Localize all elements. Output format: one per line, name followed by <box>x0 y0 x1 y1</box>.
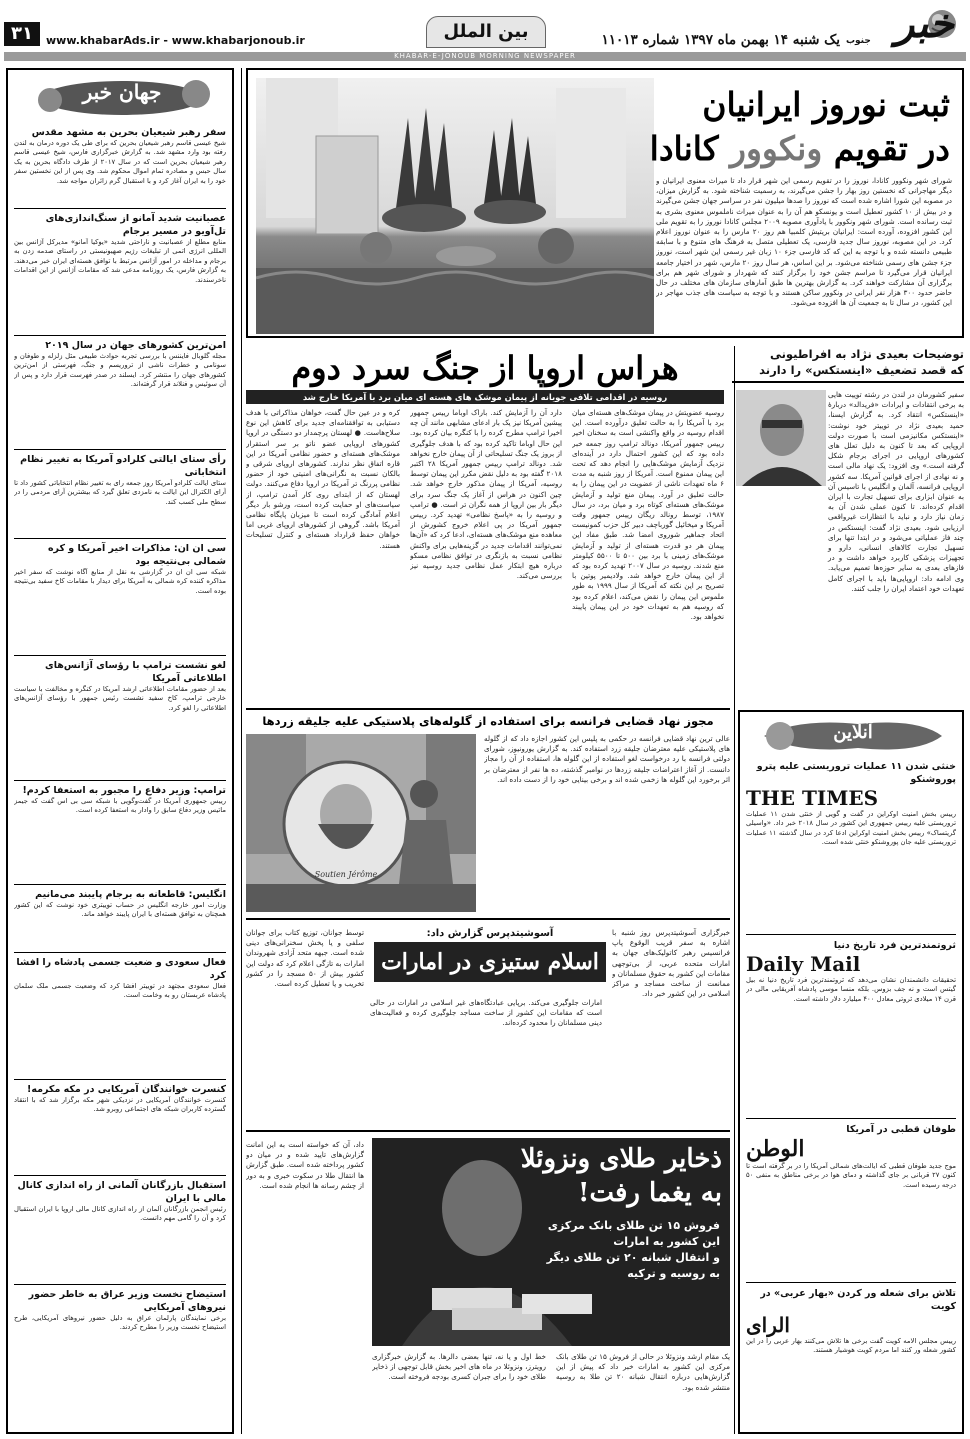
news-title[interactable]: فعال سعودی و ضعیت جسمی پادشاه را افشا کرد <box>16 957 226 981</box>
venezuela-title-1[interactable]: ذخایر طلای ونزوئلا <box>520 1144 722 1174</box>
islam-body-2: امارات جلوگیری می‌کند. برپایی عبادتگاه‌های غیر اسلامی در امارات در حالی است که مقامات این کشور از ساخت مساجد جلوگیری کرده و فعالیت‌های دینی مسلمانان را محدود کرده‌اند. <box>370 998 602 1028</box>
page-number <box>4 22 40 46</box>
masthead-banner <box>4 52 966 61</box>
venezuela-subs <box>547 1218 720 1282</box>
news-title[interactable]: ترامپ: وزیر دفاع را مجبور به استعفا کردم! <box>22 785 226 796</box>
list-item <box>14 453 226 535</box>
list-item <box>746 939 956 1114</box>
yv-body: عالی ترین نهاد قضایی فرانسه در حکمی به پلیس این کشور اجازه داد که از گلوله های پلاستیکی علیه معترضان جلیقه زرد استفاده کند. به گزارش یورونیوز، شورای دولتی فرانسه با رد درخواست لغو استفاده از این گلوله ها، استفاده از آن را مجاز دانست. از آغاز اعتراضات جلیقه زردها در نوامبر گذشته، ده ها نفر از معترضان بر اثر برخورد این گلوله ها زخمی شده اند و برخی بینایی خود را از دست داده اند. <box>484 734 730 784</box>
lead-title-line1[interactable]: ثبت نوروز ایرانیان <box>702 85 950 124</box>
page-number-text: ۳۱ <box>11 23 33 44</box>
news-title[interactable]: عصبانیت شدید آمانو از سنگ‌اندازی‌های تل‌آویو در مسیر برجام <box>45 213 226 237</box>
yv-badge-text: Soutien Jérôme <box>314 870 378 879</box>
online-column <box>738 710 964 1434</box>
venezuela-sub: به روسیه و ترکیه <box>627 1267 720 1280</box>
online-item-text: موج جدید طوفان قطبی که ایالت‌های شمالی آمریکا را در بر گرفته است تا کنون ۲۷ قربانی بر جای گذاشته و دمای هوا در برخی مناطق به منفی ۵۰ درجه رسیده است. <box>746 1162 956 1189</box>
section-tab <box>426 16 546 48</box>
yv-title[interactable]: مجوز نهاد قضایی فرانسه برای استفاده از گلوله‌های پلاستیکی علیه جلیقه زردها <box>262 714 714 728</box>
news-title[interactable]: سی ان ان: مذاکرات اخیر آمریکا و کره شمالی بی‌نتیجه بود <box>47 543 226 567</box>
issue-date: یک شنبه ۱۴ بهمن ماه ۱۳۹۷ شماره ۱۱۰۱۳ <box>601 32 840 48</box>
islam-body-1: خبرگزاری آسوشیتدپرس روز شنبه با اشاره به سفر قریب الوقوع پاپ فرانسیس رهبر کاتولیک‌های جهان به امارات متحده عربی، از بی‌توجهی مقامات این کشور به حقوق مسلمانان و ممانعت از ساخت مساجد و مراکز اسلامی در این کشور خبر داد. <box>612 928 730 999</box>
sidecol-title-2[interactable]: که قصد تضعیف «اینستکس» را دارند <box>759 363 964 377</box>
venezuela-title-2[interactable]: به یغما رفت! <box>578 1178 722 1208</box>
list-item <box>14 659 226 777</box>
islam-kicker: آسوشیتدپرس گزارش داد: <box>426 928 554 939</box>
news-text: کنسرت خوانندگان آمریکایی در نزدیکی شهر مکه برگزار شد که با انتقاد گسترده کاربران شبکه های اجتماعی روبرو شد. <box>14 1096 226 1114</box>
islam-headline-box <box>374 926 606 992</box>
news-title[interactable]: امن‌ترین کشورهای جهان در سال ۲۰۱۹ <box>45 340 226 351</box>
news-text: برخی نمایندگان پارلمان عراق به دلیل حضور نیروهای آمریکایی، طرح استیضاح نخست وزیر را مطرح کردند. <box>14 1314 226 1332</box>
lead-story <box>246 68 964 338</box>
main-col-1: روسیه عضویتش در پیمان موشک‌های هسته‌ای میان برد با آمریکا را به حالت تعلیق درآورده است. این اقدام روسیه در واقع واکنشی است به سخنان اخیر رییس جمهور آمریکا، دونالد ترامپ روز جمعه خبر داده بود که این کشور احتمال دارد در آینده‌ای نزدیک آزمایش موشک‌هایی را انجام دهد که تحت این پیمان ممنوع است. آمریکا از روز شنبه به مدت ۶ ماه تعهدات ناشی از عضویت در این پیمان را به حالت تعلیق در آورد. پیمان منع تولید و آزمایش موشک‌های هسته‌ای کوتاه برد و میان برد، در سال ۱۹۸۷، توسط رونالد ریگان رییس جمهور وقت آمریکا و میخائیل گورباچف دبیر کل حزب کمونیست اتحاد جماهیر شوروی امضا شد. طبق مفاد این پیمان هر دو قدرت هسته‌ای از تولید و آزمایش موشک‌های زمینی با برد بین ۵۰۰ تا ۵۵۰۰ کیلومتر منع شدند. روسیه در سال ۲۰۰۷ تهدید کرده بود که از این پیمان خارج خواهد شد. ولادیمیر پوتین با تصریح بر این نکته که آمریکا از سال ۱۹۹۹ به طور ملموس این پیمان را نقض می‌کند، اعلام کرده بود که روسیه هم به تعهدات خود در این پیمان پایبند نخواهد بود. <box>572 408 724 622</box>
news-text: فعال سعودی مجتهد در توییتر افشا کرد که وضعیت جسمی ملک سلمان پادشاه عربستان رو به وخامت است. <box>14 982 226 1000</box>
online-item-text: تحقیقات دانشمندان نشان می‌دهد که ثروتمندترین فرد تاریخ دنیا نه بیل گیتس است و نه جف بزوس. بلکه منسا موسی پادشاه آفریقایی مالی در قرن ۱۴ میلادی ثروتی معادل ۴۰۰ میلیارد دلار داشته است. <box>746 976 956 1003</box>
news-text: رییس جمهوری آمریکا در گفت‌وگویی با شبکه سی بی اس گفت که جیمز ماتیس وزیر دفاع سابق را وادار به استعفا کرده است. <box>14 797 226 815</box>
main-subtitle-bar <box>246 390 724 404</box>
column-divider <box>734 346 735 1434</box>
masthead <box>0 0 970 62</box>
list-item <box>14 888 226 949</box>
lead-title-line2[interactable] <box>650 128 950 170</box>
sidecol-body: سفیر کشورمان در لندن در رشته توییت هایی به برخی انتقادات و ایرادات «فریدالد» دربارهٔ «اینستکس» انتقاد کرد. به گزارش ایسنا، حمید بعیدی نژاد در توییتر خود نوشت: «اینستکس مکانیزمی است با صورت دولت اروپایی که بعد تا کنون به دلیل تعلل های کشورهای اروپایی در اجرای برجام شکل گرفته است.» وی افزود: یک نهاد مالی است و نه نهادی از اجرای قوانین آمریکا. سه کشور اروپایی فرانسه، آلمان و انگلیس با تاسیس آن به عنوان ابزاری برای تسهیل تجارت با ایران اقدام کرده‌اند. تا کنون عملی شدن آن به زمان نیاز دارد و نباید با انتظارات غیرواقعی ارزیابی شود. بعیدی نژاد گفت: اینستکس در چند فاز عملیاتی می‌شود و در ابتدا تنها برای تسهیل تجارت کالاهای انسانی، دارو و تجهیزات پزشکی کاربرد خواهد داشت و در فازهای بعدی به سایر حوزه‌ها تعمیم می‌یابد. وی ادامه داد: اروپایی‌ها باید با اجرای کامل تعهدات خود اعتماد ایران را جلب کنند. <box>828 390 964 593</box>
islam-story <box>246 918 730 1126</box>
source-logo: الرای <box>746 1313 790 1337</box>
source-logo: Daily Mail <box>746 952 861 976</box>
online-item-title[interactable]: طوفان قطبی در آمریکا <box>846 1124 956 1135</box>
news-text: بعد از حضور مقامات اطلاعاتی ارشد آمریکا در کنگره و مخالفت با سیاست خارجی ترامپ، کاخ سفید نشست رئیس جمهور با رؤسای آژانس‌های اطلاعاتی را لغو کرد. <box>14 685 226 712</box>
yv-photo <box>246 734 476 912</box>
section-title: بین الملل <box>443 21 529 42</box>
sidecol-story <box>732 346 964 692</box>
list-item <box>746 760 956 930</box>
list-item <box>14 212 226 332</box>
source-logo: الوطن <box>746 1136 805 1162</box>
world-news-list <box>14 126 226 1428</box>
list-item <box>14 956 226 1076</box>
venezuela-story <box>246 1130 730 1434</box>
news-title[interactable]: کنسرت خوانندگان آمریکایی در مکه مکرمه! <box>27 1084 226 1095</box>
main-col-2: دارد آن را آزمایش کند. باراک اوباما رییس جمهور پیشین آمریکا نیز یک بار ادعای مشابهی مانند آن چه اخیرا ترامپ مطرح کرده را با کنگره بیان کرده بود. این حال اوباما تاکید کرده بود که با هدف جلوگیری از بروز یک جنگ تسلیحاتی از آن پیمان خارج نخواهد شد. دونالد ترامپ رییس جمهور آمریکا ۲۸ اکتبر ۲۰۱۸ گفته بود به دلیل نقض مکرر این پیمان توسط روسیه، آمریکا از پیمان مذکور خارج خواهد شد. چین اکنون در هراس از آغاز یک جنگ سرد برای دیگر بار بین اروپا از همه نگران تر است. ● ترامپ و روسیه را به «پاسخ نظامی» تهدید کرد. رییس جمهور آمریکا در پی اعلام خروج کشورش از معاهده منع موشک‌های هسته‌ای، ادعا کرد که «آن‌ها نمی‌توانند اقدامات جدید در گزینه‌هایی برای واکنش نظامی نسبت به بازنگری در توافق نظامی مسکو درباره هیچ ابتکار عمل نظامی جدید روسیه نیز بررسی می‌کند. <box>410 408 562 581</box>
islam-title-bar[interactable] <box>374 942 606 982</box>
logo-text: خبر <box>895 0 954 47</box>
list-item <box>14 126 226 205</box>
main-story <box>246 346 724 692</box>
online-item-title[interactable]: تلاش برای شعله ور کردن «بهار عربی» در کویت <box>760 1288 956 1312</box>
title-part-highlight: ونکوور <box>730 129 823 168</box>
title-part: در تقویم <box>833 129 950 168</box>
news-title[interactable]: رأی ستای ایالتی کلرادو آمریکا به تغییر نظام انتخاباتی <box>20 454 226 478</box>
main-title[interactable]: هراس اروپا از جنگ سرد دوم <box>291 349 679 387</box>
world-news-sidebar <box>6 68 234 1434</box>
online-title: آنلاین <box>833 722 873 743</box>
news-text: مجله گلوبال فایننس با بررسی تجربه حوادث طبیعی مثل زلزله و طوفان و سونامی و خطرات ناشی از تروریسم و جنگ، فهرستی از امن‌ترین کشورهای جهان را منتشر کرد. ایسلند در صدر فهرست قرار دارد و پس از آن سوئیس و فنلاند قرار گرفته‌اند. <box>14 352 226 389</box>
islam-body-3: توسط جوانان، توزیع کتاب برای جوانان سلفی و یا پخش سخنرانی‌های دینی شده است. جبهه متحد آزادی شهروندان امارات به تازگی اعلام کرد که دولت این کشور بیش از ۵۰ مسجد را در کشور تخریب و یا تعطیل کرده است. <box>246 928 364 989</box>
main-col-3: کره و در عین حال گفت، خواهان مذاکراتی با هدف دستیابی به توافقنامه‌ای جدید برای کاهش این نوع سلاح‌هاست. ● لهستان پرچمدار دو دستگی در اروپا کشورهای اروپایی عضو ناتو بر سر استقرار موشک‌های هسته‌ای و حضور نظامی آمریکا در این قاره اتفاق نظر ندارند. کشورهای اروپای شرقی و بالکان نسبت به نگرانی‌های امنیتی خود از حضور نظامی پررنگ تر آمریکا در اروپا دفاع می‌کنند. دولت لهستان که از ابتدای روی کار آمدن ترامپ، از سیاست‌های او حمایت کرده است، ورشو بار دیگر اعلام آمادگی کرده است تا میزبان پایگاه نظامی آمریکا باشد. گروهی از کشورهای اروپای غربی اما خواهان حفظ قرارداد هسته‌ای و کنترل تسلیحات هستند. <box>246 408 400 550</box>
sidecol-title-1[interactable]: توضیحات بعیدی نژاد به افراطیونی <box>769 347 964 361</box>
list-item <box>14 1179 226 1281</box>
news-text: ستای ایالت کلرادو آمریکا روز جمعه رای به تغییر نظام انتخاباتی کشور داد تا آرای الکترال این ایالت به نامزدی تعلق گیرد که بیشترین آرای مردمی را در سطح ملی کسب کند. <box>14 479 226 506</box>
column-divider <box>241 68 242 1434</box>
islam-title: اسلام ستیزی در امارات <box>381 949 599 975</box>
online-item-title[interactable]: ثروتمندترین فرد تاریخ دنیا <box>833 940 956 951</box>
news-text: وزارت امور خارجه انگلیس در حساب توییتری خود نوشت که این کشور همچنان به توافق هسته‌ای با ایران پایبند خواهد ماند. <box>14 901 226 919</box>
news-title[interactable]: سفر رهبر شیعیان بحرین به مشهد مقدس <box>31 127 226 138</box>
main-subtitle: روسیه در اقدامی تلافی جویانه از پیمان موشک های هسته ای میان برد با آمریکا خارج شد <box>302 392 668 402</box>
logo-subtext: جنوب <box>846 36 871 46</box>
list-item <box>746 1123 956 1278</box>
online-item-text: رییس بخش امنیت اوکراین در گفت و گویی از خنثی شدن ۱۱ عملیات تروریستی علیه رییس جمهوری این کشور در سال ۲۰۱۸ خبر داد. «واسیلی گریتساک» رییس بخش امنیت اوکراین ادعا کرد در سال گذشته ۱۱ عملیات تروریستی علیه جان پوروشنکو خنثی شده است. <box>746 810 956 847</box>
list-item <box>14 784 226 881</box>
news-text: شیخ عیسی قاسم رهبر شیعیان بحرین که برای طی یک دوره درمان به لندن رفته بود وارد مشهد شد. به گزارش خبرگزاری فارس، شیخ عیسی قاسم رهبر شیعیان بحرین است که در سال ۲۰۱۷ از طرف دادگاه بحرین به یک سال حبس و مصادره تمام اموال محکوم شد. وی پس از این نخستین سفر خود را به ایران آغاز کرد و با استقبال گرم زائران مواجه شد. <box>14 139 226 185</box>
list-item <box>14 339 226 446</box>
news-title[interactable]: لغو نشست ترامپ با رؤسای آژانس‌های اطلاعاتی آمریکا <box>44 660 226 684</box>
list-item <box>14 1083 226 1172</box>
online-list <box>746 760 956 1428</box>
title-part: کانادا <box>649 129 719 168</box>
venezuela-sub: این کشور به امارات <box>613 1235 720 1248</box>
world-news-logo <box>28 76 216 120</box>
news-text: رئیس انجمن بازرگانان آلمان از راه اندازی کانال مالی اروپا با ایران استقبال کرد و آن را گامی مهم دانست. <box>14 1205 226 1223</box>
news-title[interactable]: استیضاح نخست وزیر عراق به خاطر حضور نیروهای آمریکایی <box>28 1289 226 1313</box>
banner-text: KHABAR-E-JONOUB MORNING NEWSPAPER <box>394 52 576 60</box>
venezuela-body-3: داد، آن که خواسته است به این امانت گزارش‌های تایید شده و در میان دو کشور پرداخته شده است. طبق گزارش ها انتقال طلا در سکوت خبری و به دور از چشم رسانه ها انجام شده است. <box>246 1140 364 1190</box>
lead-body: شورای شهر ونکوور کانادا، نوروز را در تقویم رسمی این شهر قرار داد تا میراث معنوی ایرانیان و دیگر مهاجرانی که نخستین روز بهار را جشن می‌گیرند، به رسمیت شناخته شود. به گزارش میزان، در مصوبه این شورا اشاره شده است که نوروز را صدها میلیون نفر در سراسر جهان جشن می‌گیرند و در بیش از ۱۰ کشور تعطیل است و یونسکو هم آن را به عنوان میراث ناملموس معنوی بشری به ثبت رسانده است. شورای شهر ونکوور با یادآوری مصوبه ۲۰۰۹ مجلس کانادا نوروز را به تقویم ملی این کشور افزوده، آورده است: ایرانیان بریتیش کلمبیا هم روز ۲۰ مارس را به عنوان نوروز اعلام کرد. در این مصوبه، نوروز سال جدید فارسی، یک تعطیلی متصل به فرهنگ های متنوع و با سابقه طبیعی دانسته شده و با توجه به این که کد فارسی جزء ۱۰ زبان غیر رسمی این شهر است، نوروز جزء جشن های رسمی شناخته می‌شود. بر این اساس، هر سال روز ۲۰ مارس، شهر در اختیار جامعه ایرانیان قرار می‌گیرد تا مراسم جشن خود را برگزار کنند که شهردار و شورای شهر هم برای برگزاری آن مشارکت خواهند کرد. به گزارش بهترین ها طبق آمارهای سازمان های مختلف در حال حاضر حدود ۳۰۰ هزار نفر ایرانی در ونکوور ساکن هستند و با توجه به سیاست های جذب مهاجر در این کشور، در سال تا به جمعیت آن ها افزوده می‌شود. <box>656 176 952 308</box>
list-item <box>746 1287 956 1428</box>
haft-sin-table-icon <box>256 78 654 334</box>
masthead-logo <box>846 2 962 54</box>
news-text: شبکه سی ان ان در گزارشی به نقل از منابع آگاه نوشت که سفر اخیر مذاکره کننده کره شمالی به آمریکا برای دیدار با مقامات کاخ سفید بی‌نتیجه بوده است. <box>14 568 226 595</box>
venezuela-sub: و انتقال شبانه ۲۰ تن طلای دیگر <box>546 1251 720 1264</box>
site-urls[interactable]: www.khabarAds.ir - www.khabarjonoub.ir <box>46 34 305 47</box>
world-news-title: جهان خبر <box>82 80 162 104</box>
online-item-title[interactable]: خنثی شدن ۱۱ عملیات تروریستی علیه پترو پوروشنکو <box>756 761 956 785</box>
venezuela-body-2: خط اول و یا نه، تنها بعضی دالرها. به گزارش خبرگزاری رویترز، ونزوئلا در ماه های اخیر بخش قابل توجهی از ذخایر طلای خود را برای جبران کسری بودجه فروخته است. <box>372 1352 546 1382</box>
news-title[interactable]: استقبال بازرگانان آلمانی از راه اندازی کانال مالی با ایران <box>17 1180 226 1204</box>
venezuela-sub: فروش ۱۵ تن طلای بانک مرکزی <box>547 1219 720 1232</box>
online-item-text: رییس مجلس الامه کویت گفت برخی ها تلاش می‌کنند بهار عربی را در این کشور شعله ور کنند اما مردم کویت هوشیار هستند. <box>746 1337 956 1355</box>
maduro-photo <box>372 1138 730 1346</box>
news-title[interactable]: انگلیس: قاطعانه به برجام پایبند می‌مانیم <box>35 889 226 900</box>
online-logo <box>758 718 948 754</box>
yellow-vests-story <box>246 708 730 914</box>
protest-photo-icon <box>246 734 476 912</box>
list-item <box>14 1288 226 1384</box>
source-logo: THE TIMES <box>746 786 879 810</box>
nowruz-photo <box>256 78 654 334</box>
list-item <box>14 542 226 652</box>
news-text: منابع مطلع از عصبانیت و ناراحتی شدید «یوکیا آمانو» مدیرکل آژانس بین المللی انرژی اتمی از تبلیغات رژیم صهیونیستی در راستای صدمه زدن به برجام و مداخله در امور آژانس مرتبط با توافق هسته‌ای ایران خبر می‌دهند. به گزارش فارس، یک روزنامه مدعی شد که مقامات آژانس از این اقدامات ناخرسندند. <box>14 238 226 284</box>
venezuela-body-1: یک مقام ارشد ونزوئلا در حالی از فروش ۱۵ تن طلای بانک مرکزی این کشور به امارات خبر داد که پیش از این گزارش‌هایی درباره انتقال شبانه ۲۰ تن طلا به روسیه منتشر شده بود. <box>556 1352 730 1392</box>
